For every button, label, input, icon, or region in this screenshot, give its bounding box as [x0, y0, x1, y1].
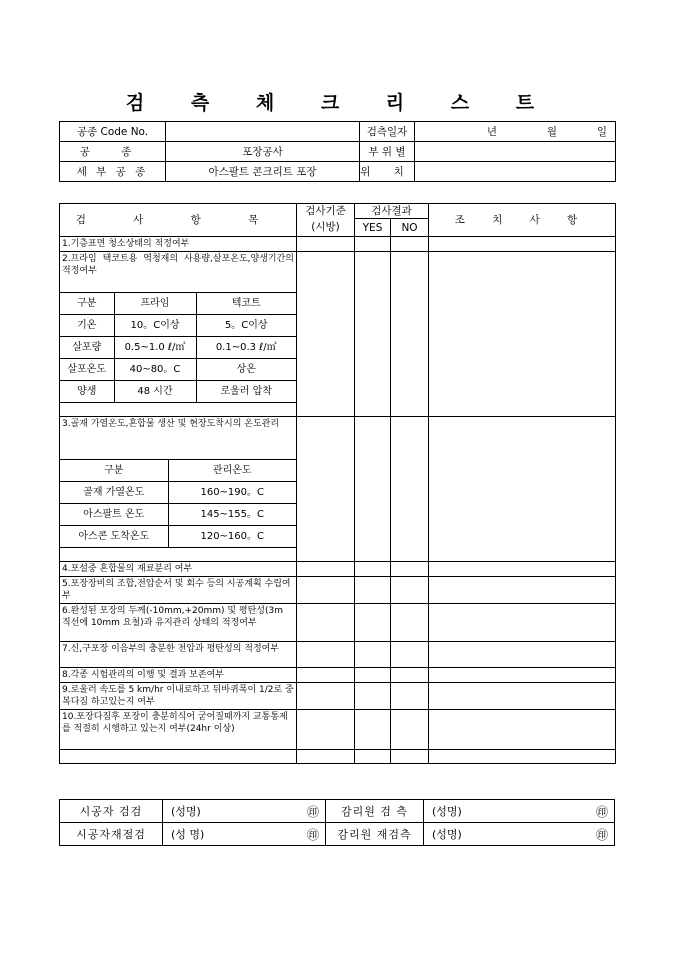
standard-cell[interactable]: [297, 683, 355, 710]
action-cell[interactable]: [429, 252, 616, 417]
prime-cell: 살포온도: [60, 359, 114, 381]
sign-name-label: (성명): [432, 827, 462, 841]
inspection-date-label: 검측일자: [360, 122, 415, 142]
prime-header-cell: 텍코트: [196, 293, 296, 315]
standard-cell[interactable]: [297, 604, 355, 642]
prime-cell: 양생: [60, 381, 114, 403]
yes-cell[interactable]: [355, 668, 391, 683]
temp-header-cell: 구분: [60, 460, 168, 482]
standard-cell[interactable]: [297, 237, 355, 252]
prime-cell: 10。C이상: [114, 315, 196, 337]
header-yes: YES: [355, 219, 391, 237]
checklist-table: [59, 203, 616, 764]
yes-cell[interactable]: [355, 577, 391, 604]
no-cell[interactable]: [391, 237, 429, 252]
action-cell[interactable]: [429, 417, 616, 562]
sub-type-value: 아스팔트 콘크리트 포장: [166, 162, 360, 182]
checklist-item-9: 9.로울러 속도를 5 km/hr 이내로하고 뒤바퀴폭이 1/2로 중복다짐 하고있는지 여부: [60, 683, 297, 710]
temp-cell: 145~155。C: [168, 504, 296, 526]
yes-cell[interactable]: [355, 417, 391, 562]
part-label: 부 위 별: [360, 142, 415, 162]
yes-cell[interactable]: [355, 237, 391, 252]
temp-cell: 골재 가열온도: [60, 482, 168, 504]
prime-cell: 48 시간: [114, 381, 196, 403]
prime-cell: 40~80。C: [114, 359, 196, 381]
standard-cell[interactable]: [297, 252, 355, 417]
year-label: 년: [486, 126, 497, 138]
seal-icon: ㊞: [306, 804, 319, 819]
standard-cell[interactable]: [297, 577, 355, 604]
seal-icon: ㊞: [595, 827, 608, 842]
contractor-recheck-label: 시공자재점검: [60, 823, 163, 846]
temp-cell: 아스콘 도착온도: [60, 526, 168, 548]
yes-cell[interactable]: [355, 562, 391, 577]
action-cell[interactable]: [429, 750, 616, 764]
supervisor-recheck-label: 감리원 재검측: [326, 823, 424, 846]
prime-cell: 0.1~0.3 ℓ/㎡: [196, 337, 296, 359]
no-cell[interactable]: [391, 642, 429, 668]
no-cell[interactable]: [391, 562, 429, 577]
prime-cell: 상온: [196, 359, 296, 381]
action-cell[interactable]: [429, 642, 616, 668]
yes-cell[interactable]: [355, 604, 391, 642]
checklist-item-3: [60, 417, 297, 562]
yes-cell[interactable]: [355, 642, 391, 668]
sign-name-label: (성 명): [171, 827, 205, 841]
header-action: 조 치 사 항: [429, 204, 616, 237]
inspection-date-field[interactable]: [415, 122, 616, 142]
month-label: 월: [546, 126, 557, 138]
checklist-item-1: 1.기층표면 청소상태의 적정여부: [60, 237, 297, 252]
header-items: 검 사 항 목: [60, 204, 297, 237]
yes-cell[interactable]: [355, 710, 391, 750]
part-field[interactable]: [415, 142, 616, 162]
work-code-label: 공종 Code No.: [60, 122, 166, 142]
action-cell[interactable]: [429, 237, 616, 252]
location-label: 위 치: [360, 162, 415, 182]
no-cell[interactable]: [391, 577, 429, 604]
work-code-field[interactable]: [166, 122, 360, 142]
temp-header-cell: 관리온도: [168, 460, 296, 482]
prime-cell: 5。C이상: [196, 315, 296, 337]
work-type-label: 공 종: [60, 142, 166, 162]
temp-cell: 아스팔트 온도: [60, 504, 168, 526]
action-cell[interactable]: [429, 668, 616, 683]
page-title: 검 측 체 크 리 스 트: [125, 92, 555, 114]
no-cell[interactable]: [391, 683, 429, 710]
checklist-item-6: 6.완성된 포장의 두께(-10mm,+20mm) 및 평탄성(3m 직선에 10mm 요철)과 유지관리 상태의 적정여부: [60, 604, 297, 642]
prime-cell: 로울러 압착: [196, 381, 296, 403]
signature-table: [59, 799, 615, 846]
item-3-text: 3.골재 가열온도,혼합물 생산 및 현장도착시의 온도관리: [62, 419, 280, 429]
day-label: 일: [596, 126, 607, 138]
standard-cell[interactable]: [297, 642, 355, 668]
action-cell[interactable]: [429, 683, 616, 710]
contractor-recheck-sign[interactable]: [163, 823, 326, 846]
seal-icon: ㊞: [595, 804, 608, 819]
checklist-item-8: 8.각종 시험관리의 이행 및 결과 보존여부: [60, 668, 297, 683]
header-standard-line1: 검사기준: [297, 204, 355, 219]
checklist-item-7: 7.신,구포장 이음부의 충분한 전압과 평탄성의 적정여부: [60, 642, 297, 668]
no-cell[interactable]: [391, 750, 429, 764]
contractor-check-label: 시공자 검검: [60, 800, 163, 823]
empty-item-cell[interactable]: [60, 750, 297, 764]
temperature-table: [60, 459, 296, 561]
standard-cell[interactable]: [297, 750, 355, 764]
yes-cell[interactable]: [355, 252, 391, 417]
standard-cell[interactable]: [297, 417, 355, 562]
action-cell[interactable]: [429, 710, 616, 750]
header-no: NO: [391, 219, 429, 237]
work-type-value: 포장공사: [166, 142, 360, 162]
header-standard-line2: (시방): [297, 219, 355, 237]
prime-spacer-row: [60, 403, 296, 417]
contractor-check-sign[interactable]: [163, 800, 326, 823]
info-table: [59, 121, 616, 182]
action-cell[interactable]: [429, 577, 616, 604]
supervisor-check-sign[interactable]: [424, 800, 615, 823]
yes-cell[interactable]: [355, 683, 391, 710]
temp-spacer-row: [60, 548, 296, 562]
sign-name-label: (성명): [432, 804, 462, 818]
sign-name-label: (성명): [171, 804, 201, 818]
checklist-item-5: 5.포장장비의 조합,전압순서 및 회수 등의 시공계획 수립여부: [60, 577, 297, 604]
checklist-item-2: [60, 252, 297, 417]
temp-cell: 120~160。C: [168, 526, 296, 548]
prime-header-cell: 프라임: [114, 293, 196, 315]
prime-header-cell: 구분: [60, 293, 114, 315]
temp-cell: 160~190。C: [168, 482, 296, 504]
item-2-text: 2.프라임 택코트용 역청재의 사용량,살포온도,양생기간의 적정여부: [62, 254, 294, 276]
prime-cell: 기온: [60, 315, 114, 337]
no-cell[interactable]: [391, 417, 429, 562]
action-cell[interactable]: [429, 562, 616, 577]
standard-cell[interactable]: [297, 668, 355, 683]
supervisor-check-label: 감리원 검 측: [326, 800, 424, 823]
location-field[interactable]: [415, 162, 616, 182]
checklist-item-4: 4.포설중 혼합물의 재료분리 여부: [60, 562, 297, 577]
no-cell[interactable]: [391, 668, 429, 683]
yes-cell[interactable]: [355, 750, 391, 764]
checklist-item-10: 10.포장다짐후 포장이 충분히식어 굳어질때까지 교통통제를 적절히 시행하고 있는지 여부(24hr 이상): [60, 710, 297, 750]
no-cell[interactable]: [391, 604, 429, 642]
no-cell[interactable]: [391, 252, 429, 417]
prime-tack-table: [60, 292, 296, 416]
sub-type-label: 세 부 공 종: [60, 162, 166, 182]
header-result: 검사결과: [355, 204, 429, 219]
action-cell[interactable]: [429, 604, 616, 642]
no-cell[interactable]: [391, 710, 429, 750]
standard-cell[interactable]: [297, 562, 355, 577]
supervisor-recheck-sign[interactable]: [424, 823, 615, 846]
standard-cell[interactable]: [297, 710, 355, 750]
prime-cell: 0.5~1.0 ℓ/㎡: [114, 337, 196, 359]
prime-cell: 살포량: [60, 337, 114, 359]
seal-icon: ㊞: [306, 827, 319, 842]
